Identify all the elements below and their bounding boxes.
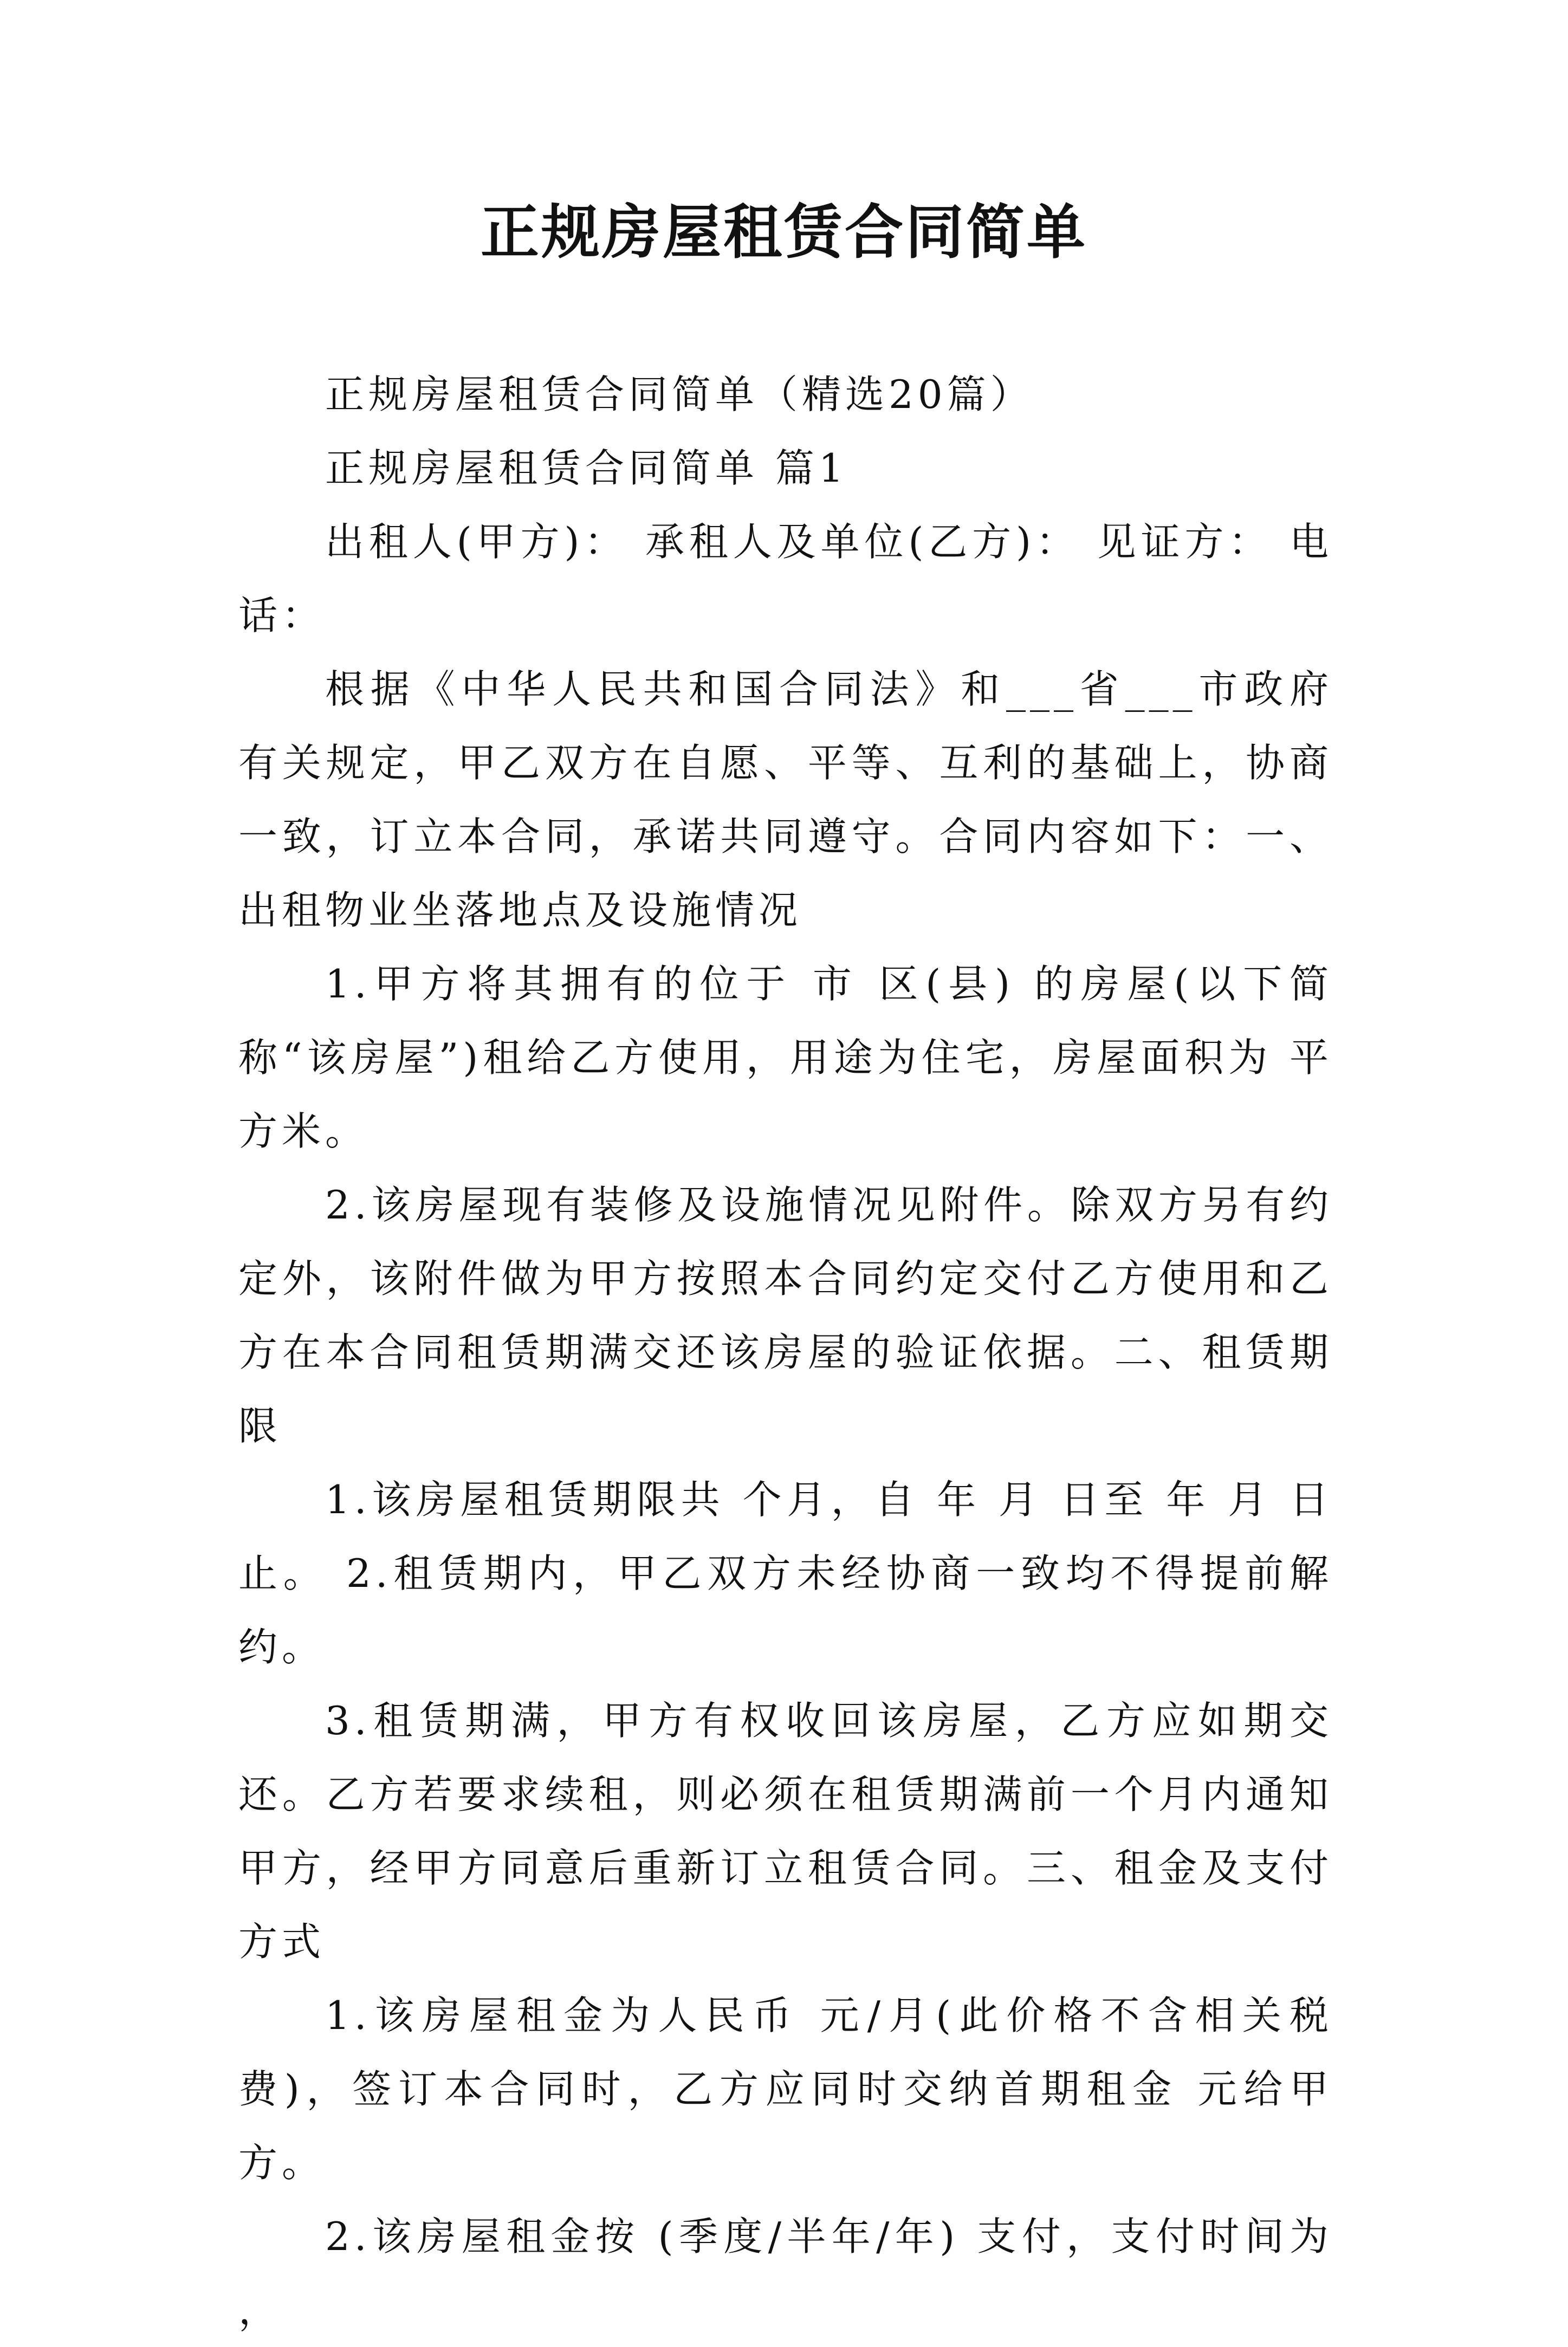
paragraph-clause-1-2: 2.该房屋现有装修及设施情况见附件。除双方另有约定外，该附件做为甲方按照本合同约定交付乙方使用和乙方在本合同租赁期满交还该房屋的验证依据。二、租赁期限 [238, 1182, 1333, 1449]
paragraph-parties: 出租人(甲方)： 承租人及单位(乙方)： 见证方： 电话： [238, 519, 1333, 638]
paragraph-collection-title: 正规房屋租赁合同简单（精选20篇） [325, 372, 1034, 417]
document-body [238, 358, 1333, 2347]
paragraph-clause-3-1: 1.该房屋租金为人民币 元/月(此价格不含相关税费)，签订本合同时，乙方应同时交纳首期租金 元给甲方。 [238, 1993, 1333, 2186]
paragraph-clause-3-2: 2.该房屋租金按 (季度/半年/年) 支付，支付时间为 ， [238, 2214, 1333, 2333]
paragraph-clause-2-1: 1.该房屋租赁期限共 个月，自 年 月 日至 年 月 日止。 2.租赁期内，甲乙双方未经协商一致均不得提前解约。 [238, 1477, 1333, 1670]
paragraph-preamble: 根据《中华人民共和国合同法》和___省___市政府有关规定，甲乙双方在自愿、平等、互利的基础上，协商一致，订立本合同，承诺共同遵守。合同内容如下：一、出租物业坐落地点及设施情况 [238, 666, 1333, 933]
document-title: 正规房屋租赁合同简单 [480, 199, 1087, 267]
paragraph-clause-1-1: 1.甲方将其拥有的位于 市 区(县) 的房屋(以下简称“该房屋”)租给乙方使用，用途为住宅，房屋面积为 平方米。 [238, 961, 1333, 1154]
paragraph-section-heading: 正规房屋租赁合同简单 篇1 [325, 445, 848, 491]
paragraph-clause-2-3: 3.租赁期满，甲方有权收回该房屋，乙方应如期交还。乙方若要求续租，则必须在租赁期满前一个月内通知甲方，经甲方同意后重新订立租赁合同。三、租金及支付方式 [238, 1698, 1333, 1965]
